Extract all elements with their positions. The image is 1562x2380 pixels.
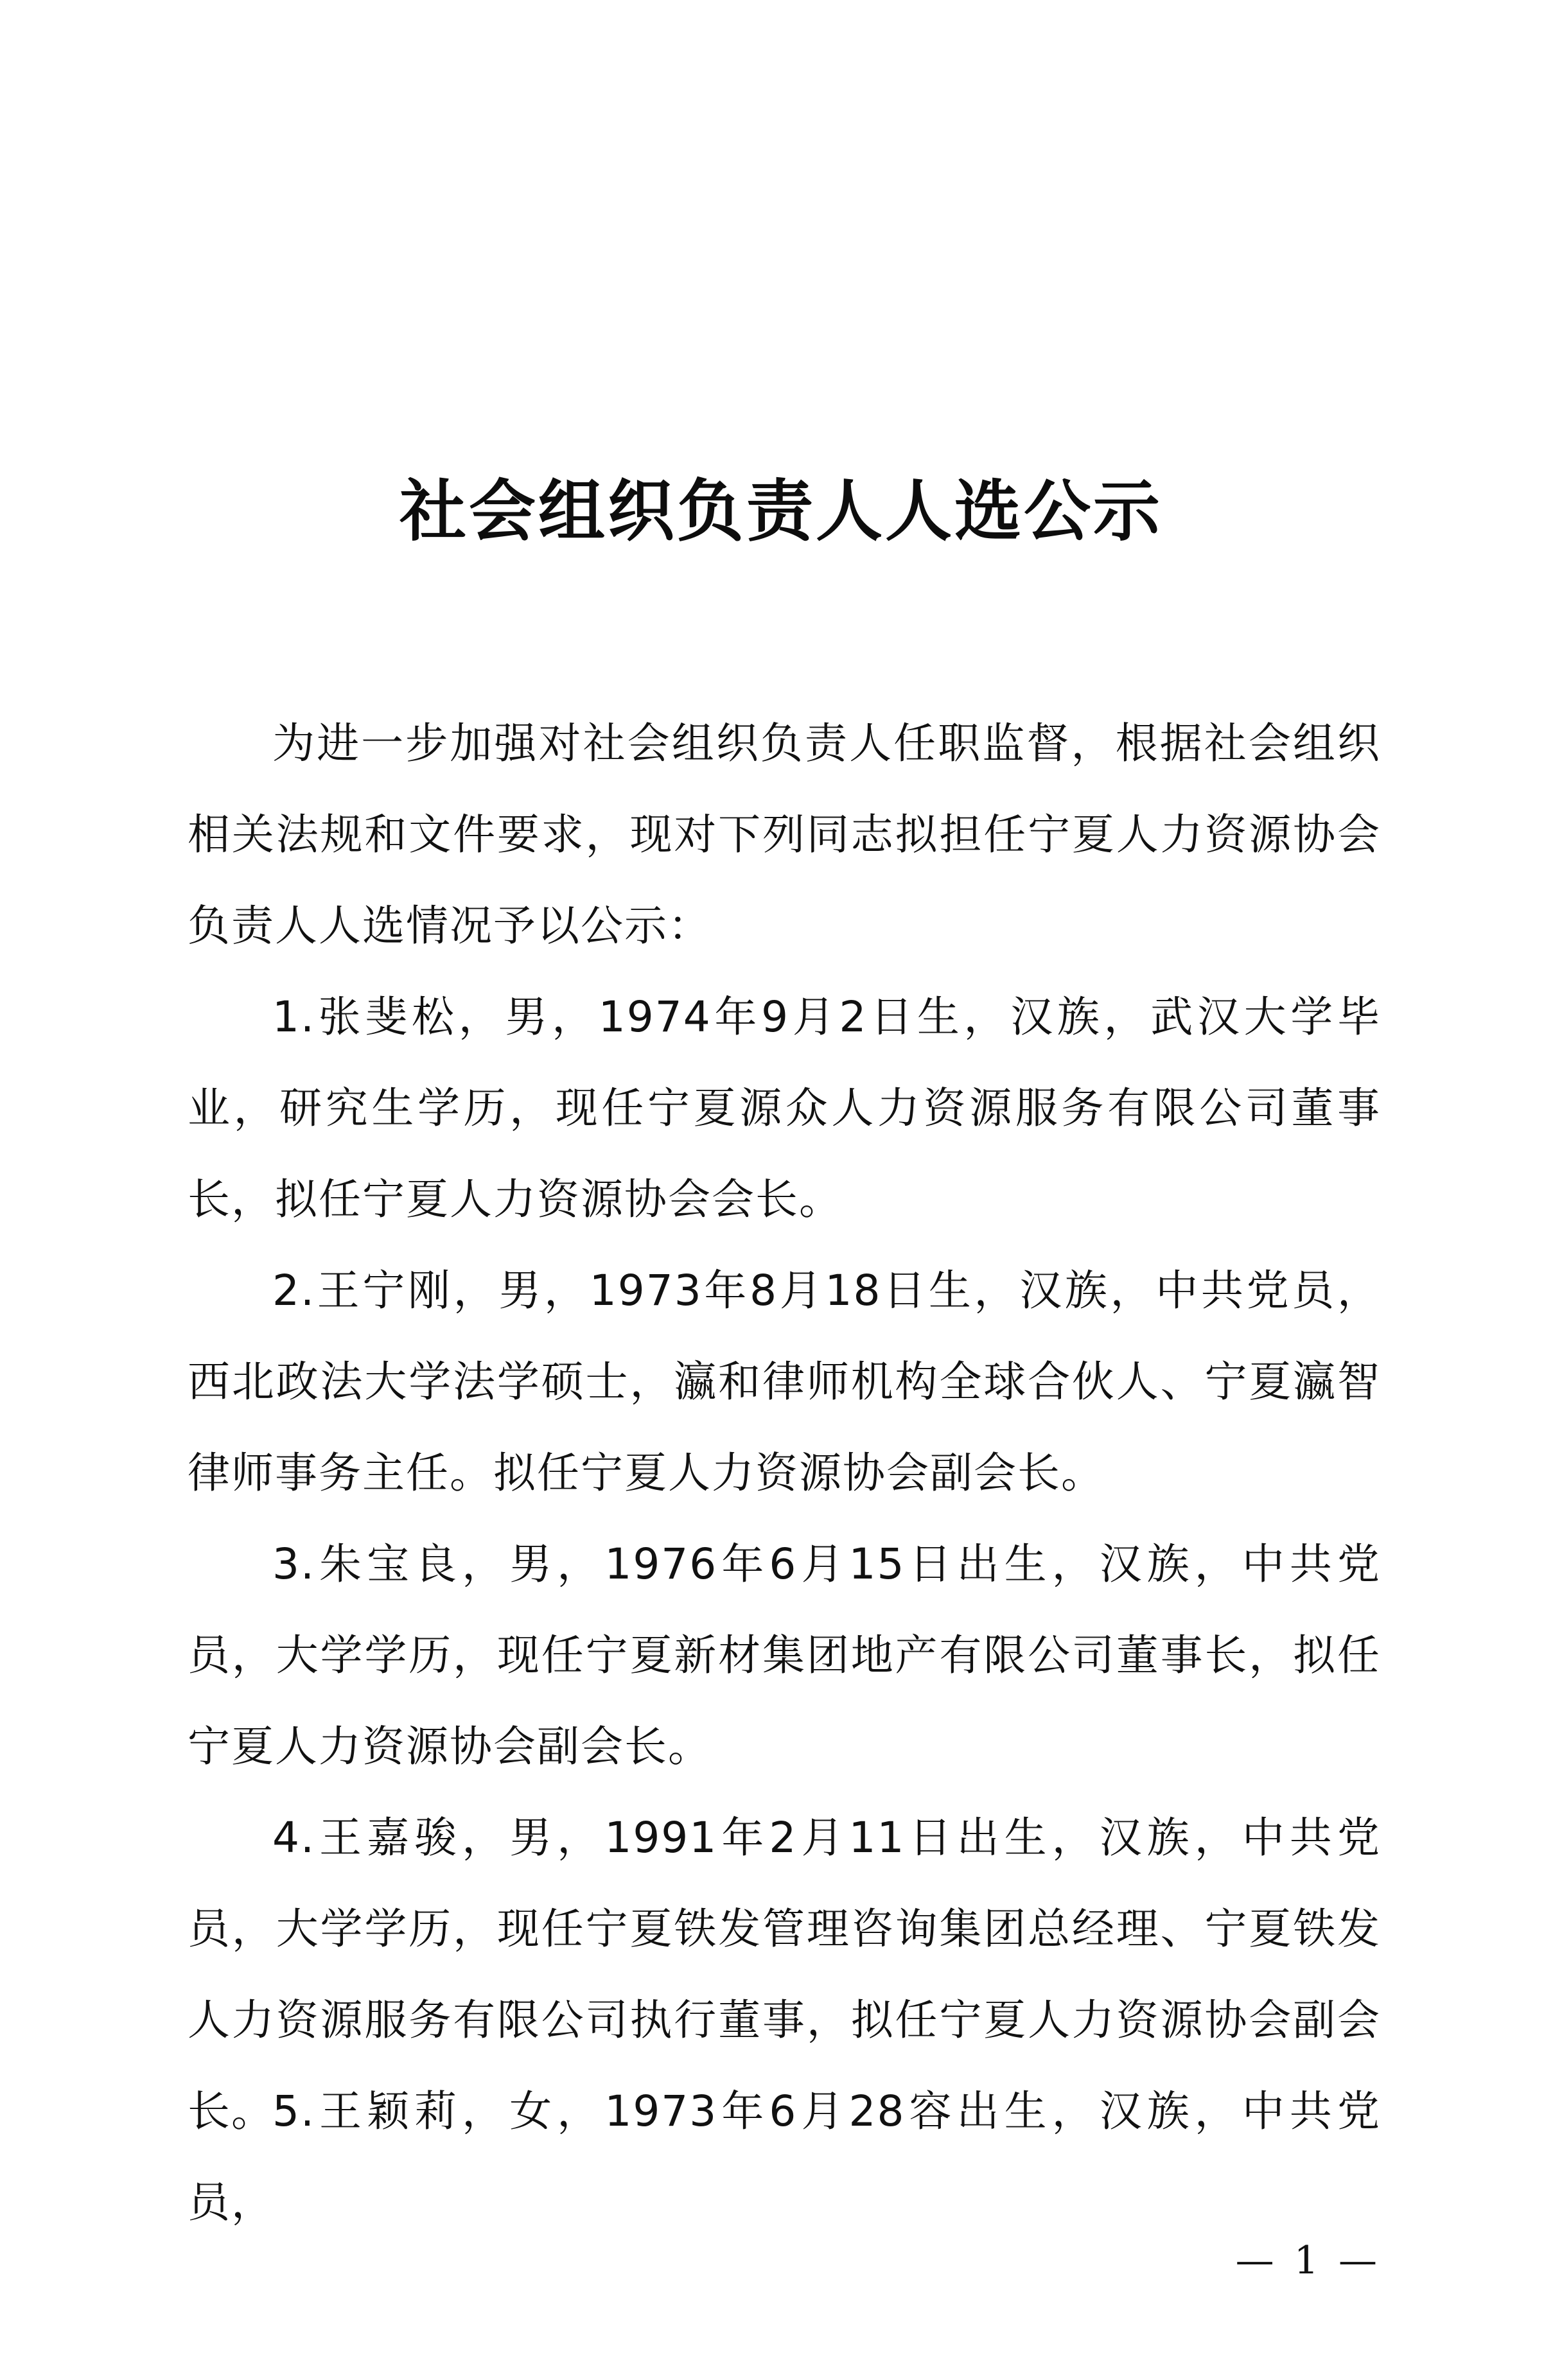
candidate-paragraph-3: 3.朱宝良，男，1976年6月15日出生，汉族，中共党员，大学学历，现任宁夏新材集团地产有限公司董事长，拟任宁夏人力资源协会副会长。 xyxy=(188,1539,1381,1771)
document-title: 社会组织负责人人选公示 xyxy=(399,471,1163,550)
intro-paragraph: 为进一步加强对社会组织负责人任职监督，根据社会组织相关法规和文件要求，现对下列同志拟担任宁夏人力资源协会负责人人选情况予以公示： xyxy=(188,719,1381,950)
candidate-paragraph-4: 4.王嘉骏，男，1991年2月11日出生，汉族，中共党员，大学学历，现任宁夏铁发管理咨询集团总经理、宁夏铁发人力资源服务有限公司执行董事，拟任宁夏人力资源协会副会长。 xyxy=(188,1813,1381,2136)
candidate-paragraph-2: 2.王宁刚，男，1973年8月18日生，汉族，中共党员，西北政法大学法学硕士，瀛和律师机构全球合伙人、宁夏瀛智律师事务主任。拟任宁夏人力资源协会副会长。 xyxy=(188,1266,1381,1498)
page-number: — 1 — xyxy=(1235,2238,1381,2283)
candidate-paragraph-5: 5.王颖莉，女，1973年6月28容出生，汉族，中共党员， xyxy=(188,2087,1381,2227)
candidate-paragraph-1: 1.张斐松，男，1974年9月2日生，汉族，武汉大学毕业，研究生学历，现任宁夏源众人力资源服务有限公司董事长，拟任宁夏人力资源协会会长。 xyxy=(188,992,1381,1224)
